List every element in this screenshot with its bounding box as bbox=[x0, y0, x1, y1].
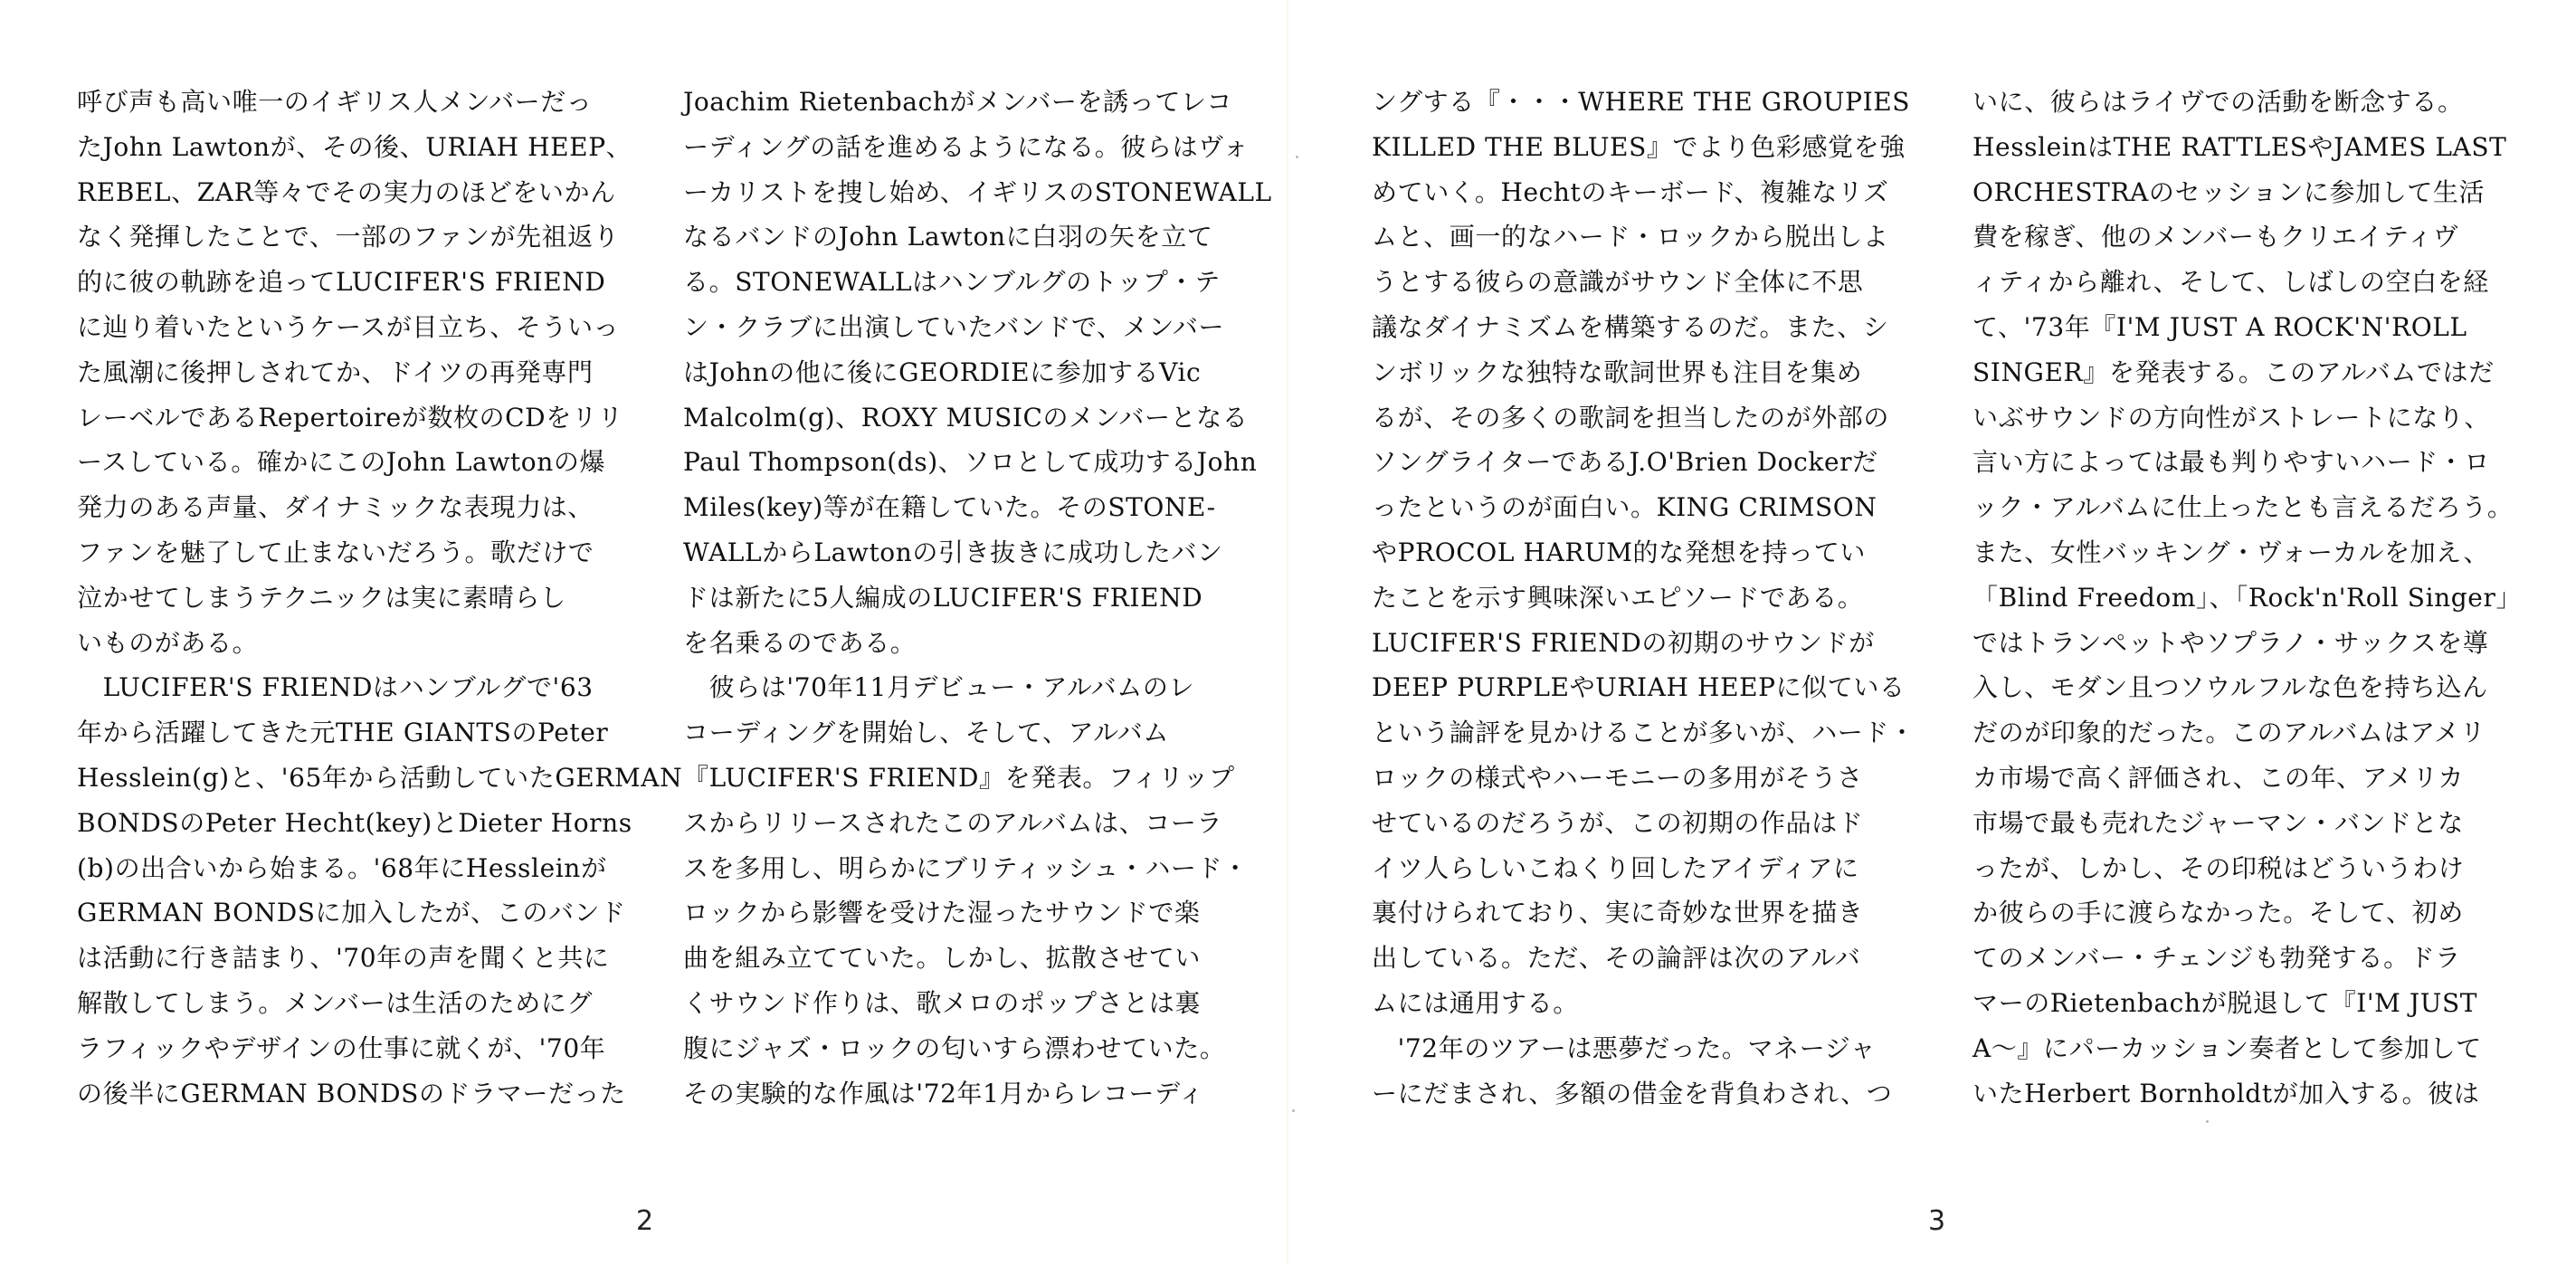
text-line: ン・クラブに出演していたバンドで、メンバー bbox=[683, 311, 1225, 342]
text-line: は活動に行き詰まり、'70年の声を聞くと共に bbox=[77, 943, 610, 974]
text-line: スを多用し、明らかにブリティッシュ・ハード・ bbox=[683, 852, 1249, 883]
text-line: (b)の出合いから始まる。'68年にHessleinが bbox=[77, 852, 607, 883]
text-line: ORCHESTRAのセッションに参加して生活 bbox=[1972, 176, 2486, 207]
text-line: いに、彼らはライヴでの活動を断念する。 bbox=[1972, 87, 2464, 117]
text-line: また、女性バッキング・ヴォーカルを加え、 bbox=[1972, 537, 2490, 567]
text-line: 「Blind Freedom」、「Rock'n'Roll Singer」 bbox=[1972, 582, 2523, 613]
text-line: ソングライターであるJ.O'Brien Dockerだ bbox=[1372, 447, 1878, 478]
text-line: ンボリックな独特な歌詞世界も注目を集め bbox=[1372, 357, 1863, 387]
text-line: たJohn Lawtonが、その後、URIAH HEEP、 bbox=[77, 131, 632, 162]
text-line: るが、その多くの歌詞を担当したのが外部の bbox=[1372, 402, 1890, 433]
text-line: REBEL、ZAR等々でその実力のほどをいかん bbox=[77, 176, 616, 207]
text-line: いぶサウンドの方向性がストレートになり、 bbox=[1972, 402, 2491, 433]
text-line: ムには通用する。 bbox=[1372, 987, 1579, 1018]
text-line: A～』にパーカッション奏者として参加して bbox=[1972, 1032, 2482, 1063]
text-line: くサウンド作りは、歌メロのポップさとは裏 bbox=[683, 987, 1202, 1018]
text-line: 的に彼の軌跡を追ってLUCIFER'S FRIEND bbox=[77, 267, 606, 298]
text-line: LUCIFER'S FRIENDはハンブルグで'63 bbox=[77, 672, 594, 703]
text-line: 泣かせてしまうテクニックは実に素晴らし bbox=[77, 582, 566, 613]
page-number: 2 bbox=[636, 1205, 654, 1237]
paper-speck bbox=[1292, 1109, 1295, 1112]
text-line: 曲を組み立てていた。しかし、拡散させてい bbox=[683, 943, 1202, 974]
text-line: 解散してしまう。メンバーは生活のためにグ bbox=[77, 987, 594, 1018]
text-line: ーディングの話を進めるようになる。彼らはヴォ bbox=[683, 131, 1250, 162]
text-line: る。STONEWALLはハンブルグのトップ・テ bbox=[683, 267, 1221, 298]
text-line: '72年のツアーは悪夢だった。マネージャ bbox=[1372, 1032, 1877, 1063]
text-column-1 bbox=[77, 80, 683, 1116]
text-line: ったが、しかし、その印税はどういうわけ bbox=[1972, 852, 2465, 883]
text-line: いたHerbert Bornholdtが加入する。彼は bbox=[1972, 1078, 2480, 1108]
text-line: いものがある。 bbox=[77, 627, 259, 658]
text-line: た風潮に後押しされてか、ドイツの再発専門 bbox=[77, 357, 594, 387]
text-line: ではトランペットやソプラノ・サックスを導 bbox=[1972, 627, 2489, 658]
text-line: Malcolm(g)、ROXY MUSICのメンバーとなる bbox=[683, 402, 1249, 433]
text-line: SINGER』を発表する。このアルバムではだ bbox=[1972, 357, 2495, 387]
text-line: ーにだまされ、多額の借金を背負わされ、つ bbox=[1372, 1078, 1893, 1108]
text-line: LUCIFER'S FRIENDの初期のサウンドが bbox=[1372, 627, 1875, 658]
text-line: を名乗るのである。 bbox=[683, 627, 917, 658]
text-line: せているのだろうが、この初期の作品はド bbox=[1372, 807, 1864, 838]
text-line: 年から活躍してきた元THE GIANTSのPeter bbox=[77, 718, 609, 748]
text-line: 彼らは'70年11月デビュー・アルバムのレ bbox=[683, 672, 1195, 703]
text-line: GERMAN BONDSに加入したが、このバンド bbox=[77, 898, 626, 928]
text-column-3 bbox=[1372, 80, 1915, 1116]
text-line: ドは新たに5人編成のLUCIFER'S FRIEND bbox=[683, 582, 1203, 613]
text-line: はJohnの他に後にGEORDIEに参加するVic bbox=[683, 357, 1202, 387]
text-line: ムと、画一的なハード・ロックから脱出しよ bbox=[1372, 222, 1889, 252]
text-line: ースしている。確かにこのJohn Lawtonの爆 bbox=[77, 447, 606, 478]
text-line: WALLからLawtonの引き抜きに成功したバン bbox=[683, 537, 1223, 567]
paper-speck bbox=[2206, 1120, 2209, 1123]
text-line: という論評を見かけることが多いが、ハード・ bbox=[1372, 718, 1915, 748]
page-number: 3 bbox=[1928, 1205, 1946, 1237]
paper-speck bbox=[1296, 156, 1298, 158]
text-line: の後半にGERMAN BONDSのドラマーだった bbox=[77, 1078, 626, 1108]
text-line: マーのRietenbachが脱退して『I'M JUST bbox=[1972, 987, 2478, 1018]
text-line: ロックから影響を受けた湿ったサウンドで楽 bbox=[683, 898, 1201, 928]
text-line: うとする彼らの意識がサウンド全体に不思 bbox=[1372, 267, 1864, 298]
text-line: Paul Thompson(ds)、ソロとして成功するJohn bbox=[683, 447, 1258, 478]
text-line: コーディングを開始し、そして、アルバム bbox=[683, 718, 1169, 748]
text-line: に辿り着いたというケースが目立ち、そういっ bbox=[77, 311, 620, 342]
text-line: やPROCOL HARUM的な発想を持ってい bbox=[1372, 537, 1866, 567]
text-line: 呼び声も高い唯一のイギリス人メンバーだっ bbox=[77, 87, 593, 117]
text-line: なるバンドのJohn Lawtonに白羽の矢を立て bbox=[683, 222, 1213, 252]
text-line: Joachim Rietenbachがメンバーを誘ってレコ bbox=[683, 87, 1233, 117]
text-line: てのメンバー・チェンジも勃発する。ドラ bbox=[1972, 943, 2461, 974]
text-line: 発力のある声量、ダイナミックな表現力は、 bbox=[77, 492, 594, 523]
text-line: その実験的な作風は'72年1月からレコーディ bbox=[683, 1078, 1205, 1108]
text-line: 言い方によっては最も判りやすいハード・ロ bbox=[1972, 447, 2491, 478]
text-line: ロックの様式やハーモニーの多用がそうさ bbox=[1372, 762, 1863, 793]
text-line: なく発揮したことで、一部のファンが先祖返り bbox=[77, 222, 620, 252]
text-line: 市場で最も売れたジャーマン・バンドとな bbox=[1972, 807, 2464, 838]
text-line: めていく。Hechtのキーボード、複雑なリズ bbox=[1372, 176, 1889, 207]
text-line: ったというのが面白い。KING CRIMSON bbox=[1372, 492, 1877, 523]
text-line: ック・アルバムに仕上ったとも言えるだろう。 bbox=[1972, 492, 2514, 523]
text-line: 『LUCIFER'S FRIEND』を発表。フィリップ bbox=[683, 762, 1235, 793]
text-line: ファンを魅了して止まないだろう。歌だけで bbox=[77, 537, 594, 567]
text-line: BONDSのPeter Hecht(key)とDieter Horns bbox=[77, 807, 632, 838]
text-line: 議なダイナミズムを構築するのだ。また、シ bbox=[1372, 311, 1889, 342]
text-line: 裏付けられており、実に奇妙な世界を描き bbox=[1372, 898, 1864, 928]
text-line: Hesslein(g)と、'65年から活動していたGERMAN bbox=[77, 762, 683, 793]
text-line: 入し、モダン且つソウルフルな色を持ち込ん bbox=[1972, 672, 2488, 703]
text-line: イツ人らしいこねくり回したアイディアに bbox=[1372, 852, 1859, 883]
text-line: ラフィックやデザインの仕事に就くが、'70年 bbox=[77, 1032, 606, 1063]
text-column-2 bbox=[683, 80, 1272, 1116]
text-line: レーベルであるRepertoireが数枚のCDをリリ bbox=[77, 402, 624, 433]
text-line: 腹にジャズ・ロックの匂いすら漂わせていた。 bbox=[683, 1032, 1226, 1063]
text-line: HessleinはTHE RATTLESやJAMES LAST bbox=[1972, 131, 2507, 162]
text-line: 費を稼ぎ、他のメンバーもクリエイティヴ bbox=[1972, 222, 2459, 252]
text-column-4 bbox=[1972, 80, 2523, 1116]
text-line: て、'73年『I'M JUST A ROCK'N'ROLL bbox=[1972, 311, 2467, 342]
text-line: だのが印象的だった。このアルバムはアメリ bbox=[1972, 718, 2486, 748]
text-line: か彼らの手に渡らなかった。そして、初め bbox=[1972, 898, 2464, 928]
text-line: スからリリースされたこのアルバムは、コーラ bbox=[683, 807, 1223, 838]
text-line: KILLED THE BLUES』でより色彩感覚を強 bbox=[1372, 131, 1906, 162]
text-line: Miles(key)等が在籍していた。そのSTONE- bbox=[683, 492, 1216, 523]
text-line: ングする『・・・WHERE THE GROUPIES bbox=[1372, 87, 1911, 117]
text-line: ーカリストを捜し始め、イギリスのSTONEWALL bbox=[683, 176, 1272, 207]
text-line: DEEP PURPLEやURIAH HEEPに似ている bbox=[1372, 672, 1906, 703]
text-line: カ市場で高く評価され、この年、アメリカ bbox=[1972, 762, 2465, 793]
text-line: たことを示す興味深いエピソードである。 bbox=[1372, 582, 1864, 613]
text-line: ィティから離れ、そして、しばしの空白を経 bbox=[1972, 267, 2489, 298]
text-line: 出している。ただ、その論評は次のアルバ bbox=[1372, 943, 1861, 974]
right-page bbox=[1288, 0, 2576, 1265]
